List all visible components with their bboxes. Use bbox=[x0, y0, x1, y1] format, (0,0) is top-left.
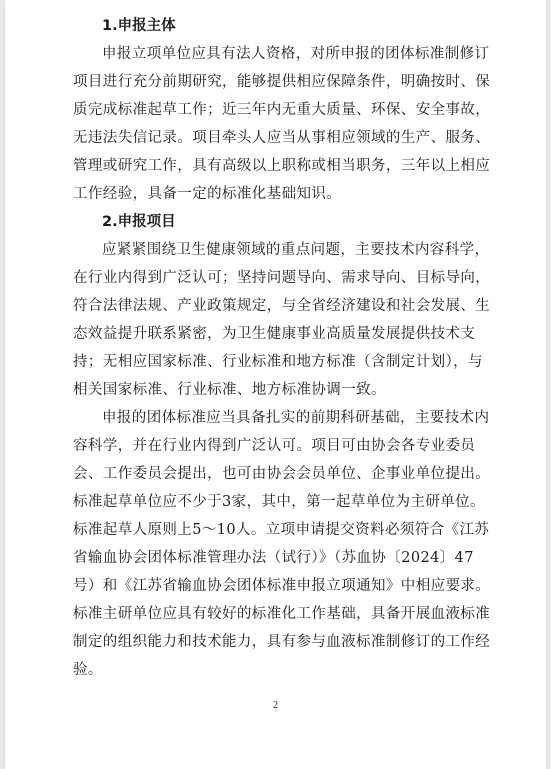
paragraph-applicant: 申报立项单位应具有法人资格，对所申报的团体标准制修订项目进行充分前期研究，能够提供相应保障条件，明确按时、保质完成标准起草工作；近三年内无重大质量、环保、安全事故，无违法失信记录。项目牵头人应当从事相应领域的生产、服务、管理或研究工作，具有高级以上职称或相当职务，三年以上相应工作经验，具备一定的标准化基础知识。 bbox=[73, 46, 491, 202]
document-page bbox=[5, 0, 546, 769]
page-number: 2 bbox=[273, 700, 278, 711]
document-body bbox=[73, 12, 491, 684]
section-heading-applicant: 1.申报主体 bbox=[102, 18, 176, 34]
paragraph-project-requirements: 申报的团体标准应当具备扎实的前期科研基础，主要技术内容科学，并在行业内得到广泛认可。项目可由协会各专业委员会、工作委员会提出，也可由协会会员单位、企事业单位提出。标准起草单位应不少于3家，其中，第一起草单位为主研单位。标准起草人原则上5～10人。立项申请提交资料必须符合《江苏省输血协会团体标准管理办法（试行）》（苏血协〔2024〕47号）和《江苏省输血协会团体标准申报立项通知》中相应要求。标准主研单位应具有较好的标准化工作基础，具备开展血液标准制定的组织能力和技术能力，具有参与血液标准制修订的工作经验。 bbox=[73, 410, 491, 678]
paragraph-project-scope: 应紧紧围绕卫生健康领域的重点问题，主要技术内容科学，在行业内得到广泛认可；坚持问题导向、需求导向、目标导向，符合法律法规、产业政策规定，与全省经济建设和社会发展、生态效益提升联系紧密，为卫生健康事业高质量发展提供技术支持；无相应国家标准、行业标准和地方标准（含制定计划），与相关国家标准、行业标准、地方标准协调一致。 bbox=[73, 242, 491, 398]
section-heading-project: 2.申报项目 bbox=[102, 214, 176, 230]
